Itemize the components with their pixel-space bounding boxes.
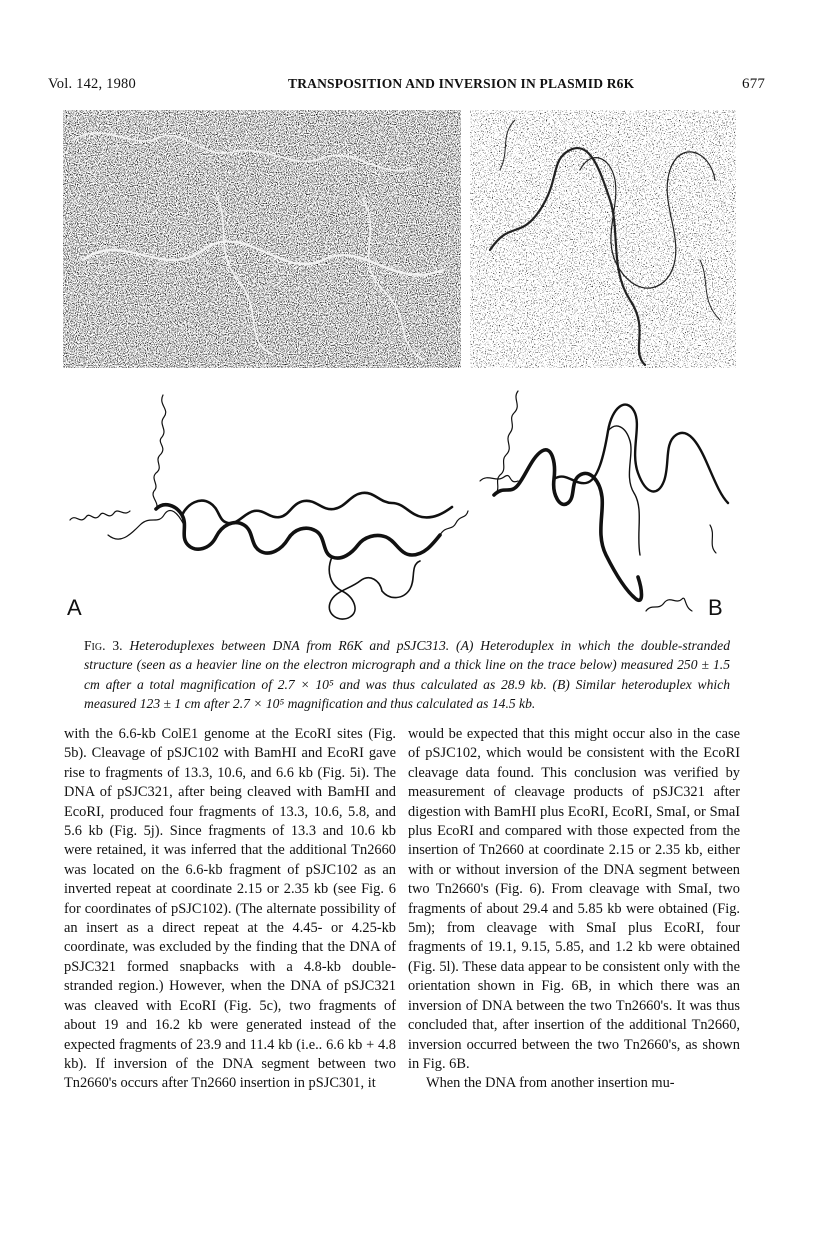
panel-label-a: A (67, 595, 82, 620)
figure-caption (84, 636, 730, 714)
trace-diagram-b (470, 385, 740, 625)
right-column-paragraph: would be expected that this might occur also in the case of pSJC102, which would be consistent with the EcoRI cleavage data found. This conclusion was verified by measurement of cleavage products of pSJC321 after digestion with BamHI plus EcoRI, EcoRI, SmaI, or SmaI plus EcoRI and compared with those expected from the insertion of Tn2660 at coordinate 2.15 or 2.35 kb, either with or without inversion of the DNA segment between two Tn2660's (Fig. 6). From cleavage with SmaI, two fragments of about 29.4 and 5.85 kb were obtained (Fig. 5m); from cleavage with SmaI plus EcoRI, four fragments of 19.1, 9.15, 5.85, and 1.2 kb were obtained (Fig. 5l). These data appear to be consistent only with the orientation shown in Fig. 6B, in which there was an inversion of DNA between the two Tn2660's. It was thus concluded that, after insertion of the additional Tn2660, inversion occurred between the two Tn2660's, as shown in Fig. 6B. (408, 726, 740, 1072)
page-number: 677 (742, 76, 766, 92)
panel-label-b: B (708, 595, 723, 620)
body-column-left (64, 725, 396, 1094)
trace-diagram-a (60, 385, 470, 625)
electron-micrograph-b (470, 110, 736, 368)
right-column-paragraph-next: When the DNA from another insertion mu- (426, 1075, 675, 1092)
electron-micrograph-a (63, 110, 461, 368)
running-header-title: TRANSPOSITION AND INVERSION IN PLASMID R6K (288, 76, 635, 91)
caption-text: Heteroduplexes between DNA from R6K and pSJC313. (A) Heteroduplex in which the double-stranded structure (seen as a heavier line on the electron micrograph and a thick line on the trace below) measured 250 ± 1.5 cm after a total magnification of 2.7 × 10⁵ and was thus calculated as 28.9 kb. (B) Similar heteroduplex which measured 123 ± 1 cm after 2.7 × 10⁵ magnification and thus calculated as 14.5 kb. (84, 638, 730, 712)
running-header-volume: Vol. 142, 1980 (48, 76, 136, 92)
body-column-right (408, 725, 740, 1094)
left-column-paragraph: with the 6.6-kb ColE1 genome at the EcoRI sites (Fig. 5b). Cleavage of pSJC102 with BamHI and EcoRI gave rise to fragments of 13.3, 10.6, and 6.6 kb (Fig. 5i). The DNA of pSJC321, after being cleaved with BamHI and EcoRI, produced four fragments of 13.3, 10.6, 5.8, and 5.6 kb (Fig. 5j). Since fragments of 13.3 and 10.6 kb were retained, it was inferred that the additional Tn2660 was located on the 6.6-kb fragment of pSJC102 as an inverted repeat at coordinate 2.15 or 2.35 kb (see Fig. 6 for coordinates of pSJC102). (The alternate possibility of an insert as a direct repeat at the 4.45- or 4.25-kb coordinate, was excluded by the finding that the DNA of pSJC321 formed snapbacks with a 4.8-kb double-stranded region.) However, when the DNA of pSJC321 was cleaved with EcoRI (Fig. 5c), two fragments of about 19 and 16.2 kb were generated instead of the expected fragments of 23.9 and 11.4 kb (i.e.. 6.6 kb + 4.8 kb). If inversion of the DNA segment between two Tn2660's occurs after Tn2660 insertion in pSJC301, it (64, 726, 396, 1092)
caption-label: Fig. 3. (84, 638, 123, 653)
